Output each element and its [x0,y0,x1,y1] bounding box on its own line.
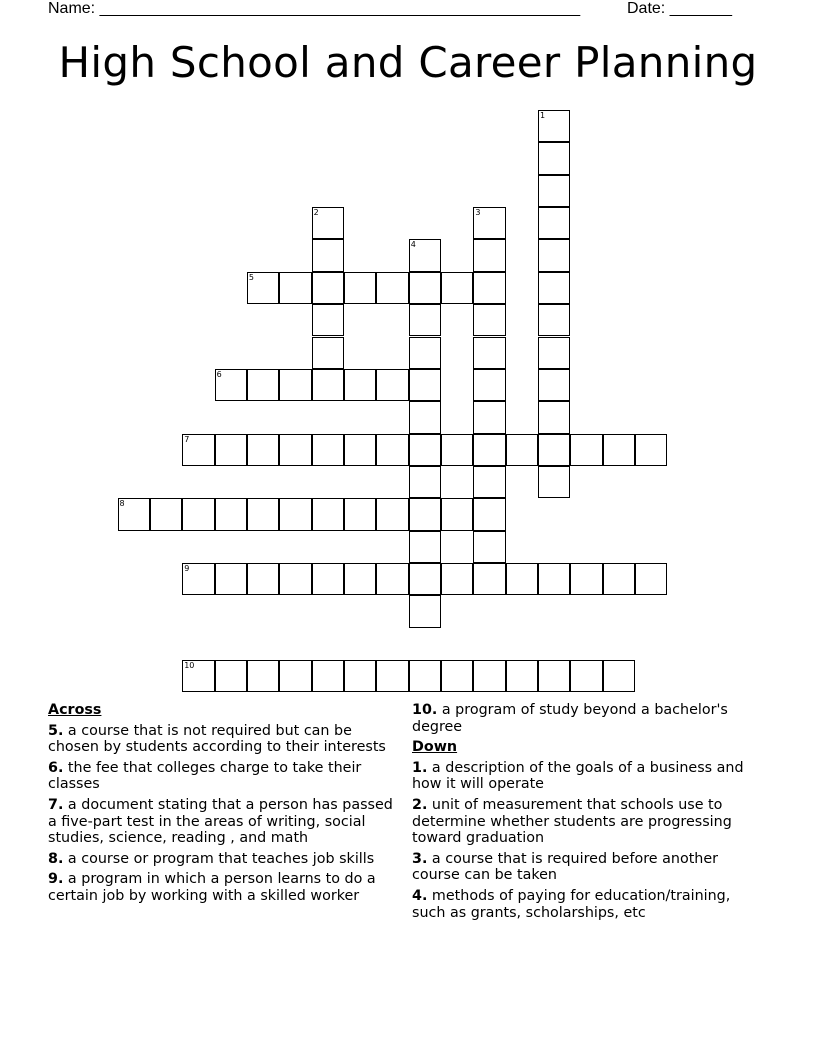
clue-down-3 [412,851,762,884]
crossword-cell[interactable] [279,498,311,530]
crossword-cell[interactable] [279,369,311,401]
crossword-cell[interactable] [538,660,570,692]
crossword-cell[interactable] [215,498,247,530]
crossword-cell[interactable] [376,369,408,401]
crossword-cell[interactable] [118,498,150,530]
crossword-cell[interactable] [247,563,279,595]
crossword-cell[interactable] [473,434,505,466]
crossword-cell[interactable] [603,563,635,595]
clue-text: a program in which a person learns to do a certain job by working with a skilled worker [48,871,376,904]
clues-left-column [48,702,403,909]
crossword-cell[interactable] [409,272,441,304]
date-field-label[interactable]: Date: _______ [627,0,732,17]
crossword-cell[interactable] [441,498,473,530]
crossword-cell[interactable] [409,337,441,369]
crossword-cell[interactable] [570,434,602,466]
crossword-cell[interactable] [473,531,505,563]
crossword-cell[interactable] [473,369,505,401]
crossword-cell[interactable] [441,272,473,304]
crossword-cell[interactable] [344,369,376,401]
cell-number: 10 [184,661,195,670]
crossword-cell[interactable] [376,434,408,466]
crossword-cell[interactable] [182,563,214,595]
crossword-cell[interactable] [247,660,279,692]
crossword-cell[interactable] [312,337,344,369]
crossword-cell[interactable] [279,563,311,595]
crossword-cell[interactable] [344,272,376,304]
crossword-cell[interactable] [570,660,602,692]
crossword-cell[interactable] [538,142,570,174]
clue-across-8 [48,851,403,868]
clue-text: methods of paying for education/training, such as grants, scholarships, etc [412,887,731,921]
cell-number: 7 [184,434,190,444]
crossword-cell[interactable] [570,563,602,595]
crossword-cell[interactable] [409,595,441,627]
crossword-cell[interactable] [409,466,441,498]
crossword-cell[interactable] [409,563,441,595]
crossword-cell[interactable] [312,563,344,595]
crossword-cell[interactable] [409,239,441,271]
crossword-cell[interactable] [215,660,247,692]
crossword-cell[interactable] [473,337,505,369]
crossword-cell[interactable] [635,563,667,595]
crossword-cell[interactable] [473,272,505,304]
crossword-cell[interactable] [376,498,408,530]
crossword-cell[interactable] [312,272,344,304]
crossword-cell[interactable] [344,498,376,530]
clue-text: a course that is required before another course can be taken [412,850,719,884]
crossword-cell[interactable] [538,401,570,433]
crossword-cell[interactable] [538,466,570,498]
clue-number: 6. [48,759,64,776]
crossword-cell[interactable] [473,304,505,336]
clue-number: 3. [412,850,428,867]
crossword-cell[interactable] [215,369,247,401]
crossword-cell[interactable] [312,207,344,239]
clue-text: a course that is not required but can be chosen by students according to their interests [48,722,386,756]
crossword-cell[interactable] [538,207,570,239]
clue-text: a description of the goals of a business and how it will operate [412,759,744,793]
crossword-cell[interactable] [538,304,570,336]
crossword-cell[interactable] [473,466,505,498]
across-heading: Across [48,702,102,718]
clue-text: a program of study beyond a bachelor's degree [412,702,728,735]
crossword-cell[interactable] [538,434,570,466]
crossword-cell[interactable] [247,369,279,401]
crossword-cell[interactable] [409,498,441,530]
crossword-cell[interactable] [538,175,570,207]
crossword-cell[interactable] [538,563,570,595]
crossword-cell[interactable] [312,498,344,530]
crossword-cell[interactable] [182,498,214,530]
crossword-cell[interactable] [473,498,505,530]
clue-number: 4. [412,887,428,904]
crossword-cell[interactable] [312,239,344,271]
crossword-cell[interactable] [312,660,344,692]
clue-text: the fee that colleges charge to take their classes [48,759,362,793]
crossword-cell[interactable] [473,660,505,692]
crossword-cell[interactable] [312,304,344,336]
crossword-cell[interactable] [603,434,635,466]
crossword-cell[interactable] [344,563,376,595]
crossword-cell[interactable] [182,660,214,692]
clue-text: a course or program that teaches job skills [63,850,375,867]
crossword-cell[interactable] [473,563,505,595]
crossword-cell[interactable] [506,434,538,466]
crossword-cell[interactable] [506,563,538,595]
cell-number: 6 [216,369,222,379]
crossword-cell[interactable] [150,498,182,530]
clue-down-2 [412,797,762,847]
cell-number: 1 [540,111,546,120]
clue-across-7 [48,797,403,847]
crossword-cell[interactable] [538,337,570,369]
crossword-cell[interactable] [376,660,408,692]
clue-number: 8. [48,850,64,867]
cell-number: 2 [313,208,319,218]
clue-number: 7. [48,796,64,813]
crossword-cell[interactable] [538,110,570,142]
crossword-cell[interactable] [603,660,635,692]
clue-down-4 [412,888,762,921]
clue-down-1 [412,760,762,793]
cell-number: 4 [410,240,416,250]
clues-right-column [412,702,762,925]
crossword-cell[interactable] [506,660,538,692]
crossword-cell[interactable] [344,434,376,466]
crossword-cell[interactable] [376,272,408,304]
crossword-cell[interactable] [409,369,441,401]
crossword-cell[interactable] [635,434,667,466]
clue-across-10 [412,702,762,735]
clue-number: 9. [48,871,64,888]
crossword-cell[interactable] [215,434,247,466]
crossword-cell[interactable] [409,660,441,692]
crossword-cell[interactable] [473,401,505,433]
crossword-cell[interactable] [409,434,441,466]
crossword-cell[interactable] [279,434,311,466]
crossword-cell[interactable] [312,369,344,401]
cell-number: 9 [184,563,190,573]
clue-across-5 [48,723,403,756]
crossword-cell[interactable] [344,660,376,692]
crossword-cell[interactable] [441,434,473,466]
crossword-cell[interactable] [279,660,311,692]
clue-number: 10. [412,702,438,718]
crossword-cell[interactable] [312,434,344,466]
crossword-cell[interactable] [409,304,441,336]
clue-number: 1. [412,759,428,776]
crossword-cell[interactable] [473,239,505,271]
crossword-cell[interactable] [409,531,441,563]
page-title: High School and Career Planning [58,38,758,87]
clue-number: 5. [48,722,64,739]
name-field-label[interactable]: Name: ______________________________________________________ [48,0,581,17]
clue-text: a document stating that a person has passed a five-part test in the areas of writing, social studies, science, reading , and math [48,796,393,847]
down-heading: Down [412,739,458,756]
cell-number: 3 [475,208,481,218]
crossword-cell[interactable] [376,563,408,595]
crossword-cell[interactable] [473,207,505,239]
clue-across-9 [48,871,403,904]
crossword-cell[interactable] [247,434,279,466]
crossword-cell[interactable] [279,272,311,304]
crossword-cell[interactable] [441,660,473,692]
clue-number: 2. [412,796,428,813]
crossword-cell[interactable] [409,401,441,433]
cell-number: 8 [119,499,125,509]
crossword-cell[interactable] [247,272,279,304]
cell-number: 5 [248,272,254,282]
crossword-cell[interactable] [538,369,570,401]
crossword-cell[interactable] [441,563,473,595]
crossword-cell[interactable] [538,272,570,304]
crossword-cell[interactable] [538,239,570,271]
clue-text: unit of measurement that schools use to determine whether students are progressing toward graduation [412,796,732,847]
crossword-cell[interactable] [247,498,279,530]
clue-across-6 [48,760,403,793]
crossword-cell[interactable] [182,434,214,466]
crossword-cell[interactable] [215,563,247,595]
